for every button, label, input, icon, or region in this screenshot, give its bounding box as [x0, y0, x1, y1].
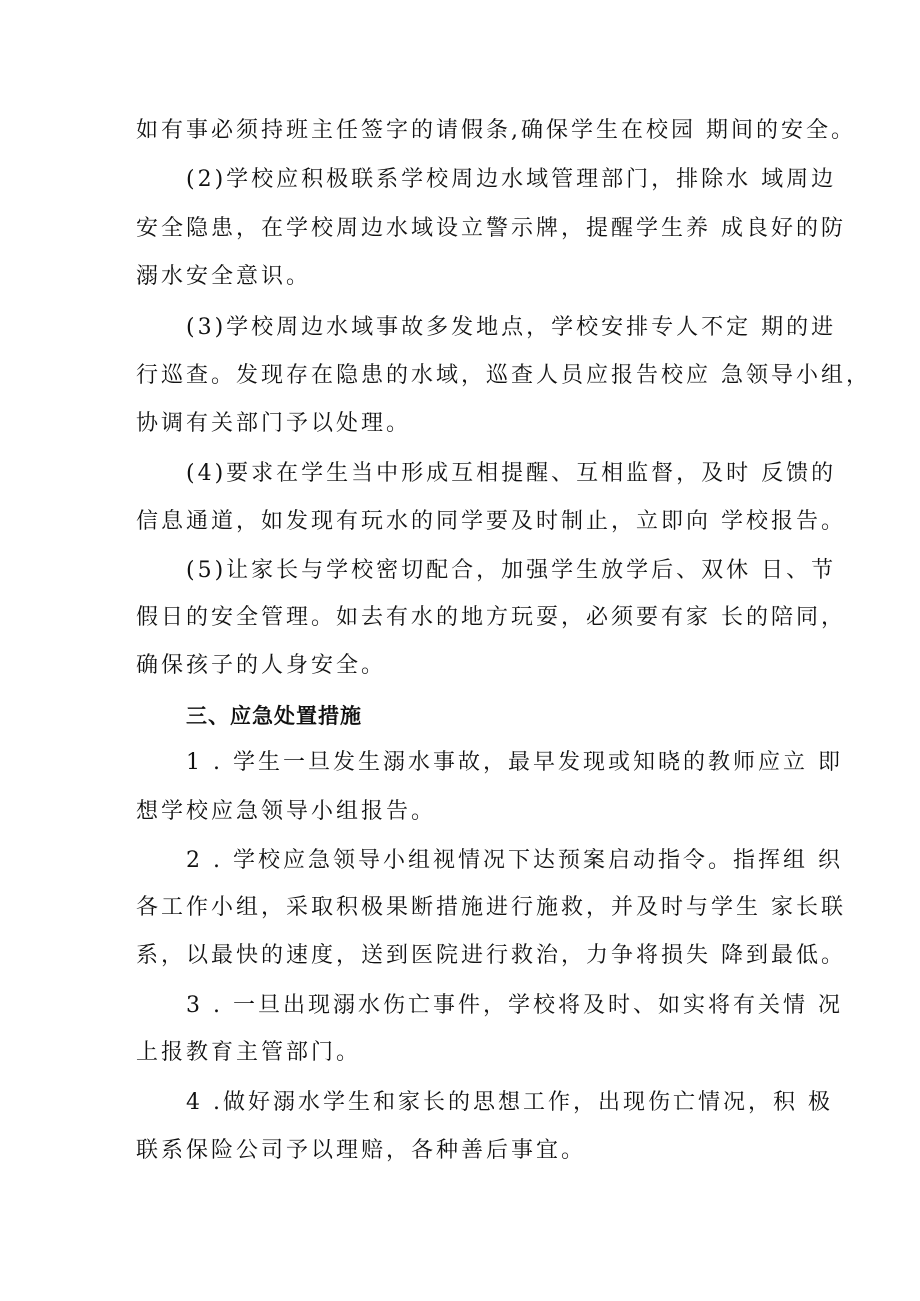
text-line: 3 . 一旦出现溺水伤亡事件，学校将及时、如实将有关情 况: [186, 993, 843, 1018]
text-line: 假日的安全管理。如去有水的地方玩耍，必须要有家 长的陪同，: [136, 605, 846, 630]
text-line: 联系保险公司予以理赔，各种善后事宜。: [136, 1138, 587, 1163]
text-line: 想学校应急领导小组报告。: [136, 799, 437, 824]
text-line: 各工作小组，采取积极果断措施进行施救，并及时与学生 家长联: [136, 895, 846, 920]
text-line: 1 . 学生一旦发生溺水事故，最早发现或知晓的教师应立 即: [186, 750, 843, 775]
text-line: 信息通道，如发现有玩水的同学要及时制止，立即向 学校报告。: [136, 509, 846, 534]
text-line: 协调有关部门予以处理。: [136, 411, 412, 436]
text-line: 安全隐患，在学校周边水域设立警示牌，提醒学生养 成良好的防: [136, 216, 846, 241]
text-line: 如有事必须持班主任签字的请假条,确保学生在校园 期间的安全。: [136, 118, 856, 143]
text-line: (2)学校应积极联系学校周边水域管理部门，排除水 域周边: [186, 167, 837, 192]
text-line: 行巡查。发现存在隐患的水域，巡查人员应报告校应 急领导小组，: [136, 363, 871, 388]
section-heading: 三、应急处置措施: [186, 704, 362, 728]
text-line: (3)学校周边水域事故多发地点，学校安排专人不定 期的进: [186, 315, 837, 340]
text-line: 确保孩子的人身安全。: [136, 653, 387, 678]
text-line: 系，以最快的速度，送到医院进行救治，力争将损失 降到最低。: [136, 943, 846, 968]
text-line: (5)让家长与学校密切配合，加强学生放学后、双休 日、节: [186, 558, 837, 583]
text-line: 2 . 学校应急领导小组视情况下达预案启动指令。指挥组 织: [186, 848, 843, 873]
text-line: 溺水安全意识。: [136, 264, 312, 289]
text-line: 4 .做好溺水学生和家长的思想工作，出现伤亡情况，积 极: [186, 1090, 833, 1115]
text-line: 上报教育主管部门。: [136, 1040, 362, 1065]
text-line: (4)要求在学生当中形成互相提醒、互相监督，及时 反馈的: [186, 461, 837, 486]
